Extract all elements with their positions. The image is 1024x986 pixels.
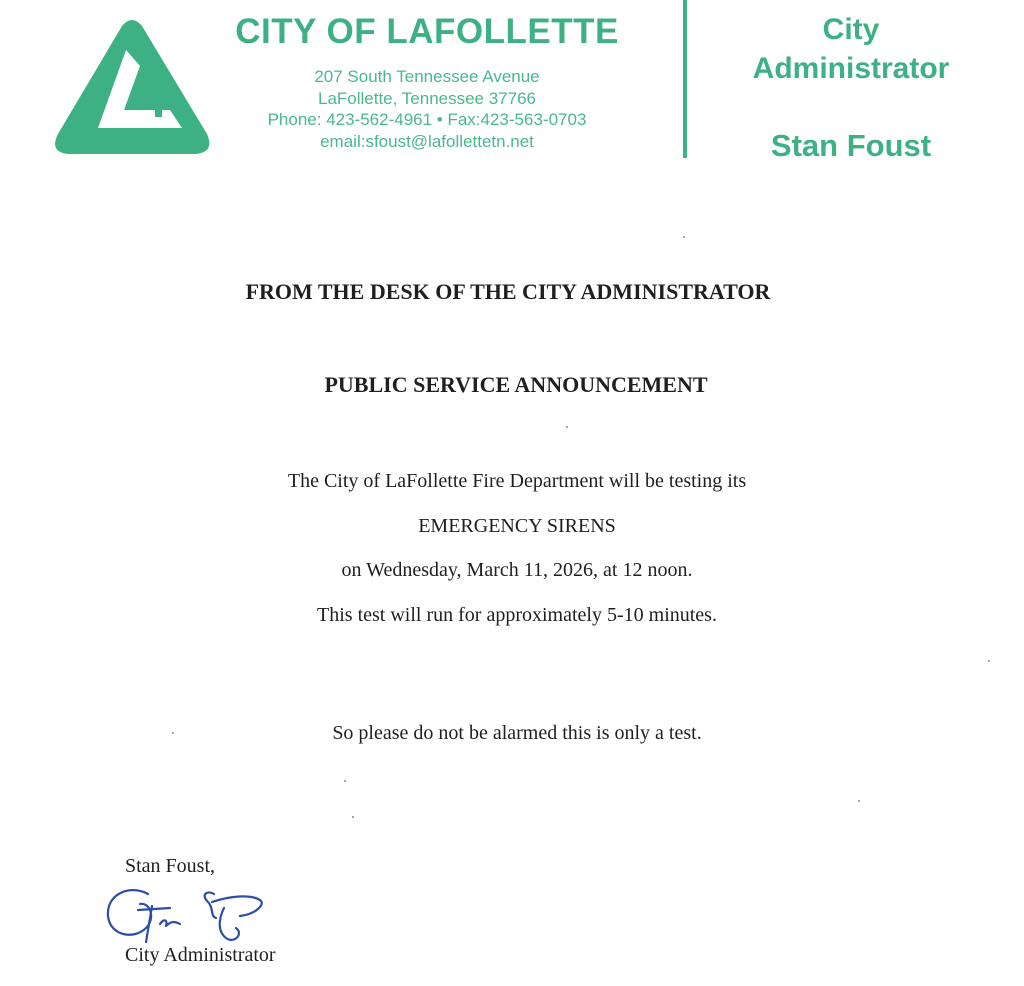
body-line: EMERGENCY SIRENS [418, 514, 616, 537]
signer-title: City Administrator [125, 944, 276, 966]
scan-speck [172, 732, 174, 734]
body-line: on Wednesday, March 11, 2026, at 12 noon. [341, 559, 693, 582]
letterhead-divider [683, 0, 687, 158]
address-block [222, 66, 632, 152]
scan-speck [858, 800, 860, 802]
org-name: CITY OF LAFOLLETTE [235, 12, 619, 51]
desk-heading: FROM THE DESK OF THE CITY ADMINISTRATOR [245, 279, 771, 304]
address-street: 207 South Tennessee Avenue [314, 67, 540, 86]
scan-speck [566, 426, 568, 428]
announcement-body [0, 467, 1024, 646]
address-city-state: LaFollette, Tennessee 37766 [317, 88, 537, 108]
scan-speck [988, 660, 990, 662]
body-line: The City of LaFollette Fire Department will be testing its [287, 470, 747, 492]
admin-title: City Administrator [752, 13, 950, 85]
scan-speck [344, 780, 346, 782]
city-logo-icon [52, 16, 214, 160]
email-address: email:sfoust@lafollettetn.net [320, 131, 534, 151]
psa-heading: PUBLIC SERVICE ANNOUNCEMENT [324, 372, 708, 397]
scan-speck [683, 236, 685, 238]
body-line: This test will run for approximately 5-10 minutes. [317, 604, 717, 627]
phone-fax: Phone: 423-562-4961 • Fax:423-563-0703 [267, 110, 587, 129]
scan-speck [352, 816, 354, 818]
signer-name: Stan Foust, [125, 855, 216, 877]
admin-name: Stan Foust [770, 128, 932, 163]
closing-line: So please do not be alarmed this is only a test. [332, 722, 702, 744]
